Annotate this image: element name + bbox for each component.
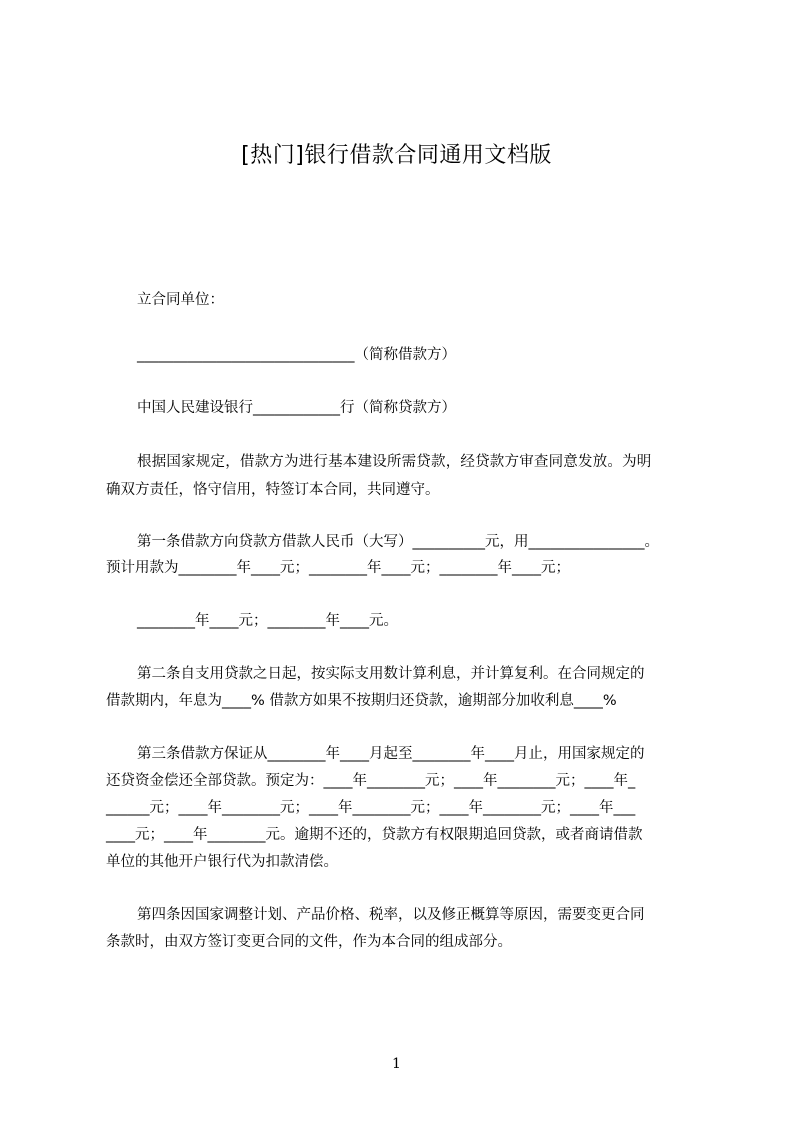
article-3-line-5: 单位的其他开户银行代为扣款清偿。 <box>106 854 338 870</box>
article-3-line-1: 第三条借款方保证从________年____月起至________年____月止，用国家规定的 <box>137 746 645 762</box>
document-title: [热门]银行借款合同通用文档版 <box>241 143 552 168</box>
article-2-line-1: 第二条自支用贷款之日起，按实际支用数计算利息，并计算复利。在合同规定的 <box>137 666 645 682</box>
article-3-line-3: ______元；____年________元；____年________元；____年________元；____年___ <box>106 800 636 816</box>
article-3-line-2: 还贷资金偿还全部贷款。预定为：____年________元；____年________元；____年_ <box>106 773 636 789</box>
contract-parties-label: 立合同单位： <box>137 292 224 308</box>
article-1-line-2: 预计用款为________年____元；________年____元；________年____元； <box>106 560 570 576</box>
article-4-line-2: 条款时，由双方签订变更合同的文件，作为本合同的组成部分。 <box>106 934 512 950</box>
borrower-line: ______________________________（简称借款方） <box>137 347 456 363</box>
lender-line: 中国人民建设银行____________行（简称贷款方） <box>137 400 456 416</box>
preamble-line-1: 根据国家规定，借款方为进行基本建设所需贷款，经贷款方审查同意发放。为明 <box>137 454 652 470</box>
article-4-line-1: 第四条因国家调整计划、产品价格、税率，以及修正概算等原因，需要变更合同 <box>137 907 645 923</box>
article-3-line-4: ____元；____年________元。逾期不还的，贷款方有权限期追回贷款，或者商请借款 <box>106 827 643 843</box>
page-number: 1 <box>392 1056 401 1072</box>
article-2-line-2: 借款期内，年息为____% 借款方如果不按期归还贷款，逾期部分加收利息____% <box>106 693 617 709</box>
preamble-line-2: 确双方责任，恪守信用，特签订本合同，共同遵守。 <box>106 482 440 498</box>
article-1-line-1: 第一条借款方向贷款方借款人民币（大写）__________元，用________________。 <box>137 534 659 550</box>
article-1-line-3: ________年____元；________年____元。 <box>137 613 398 629</box>
